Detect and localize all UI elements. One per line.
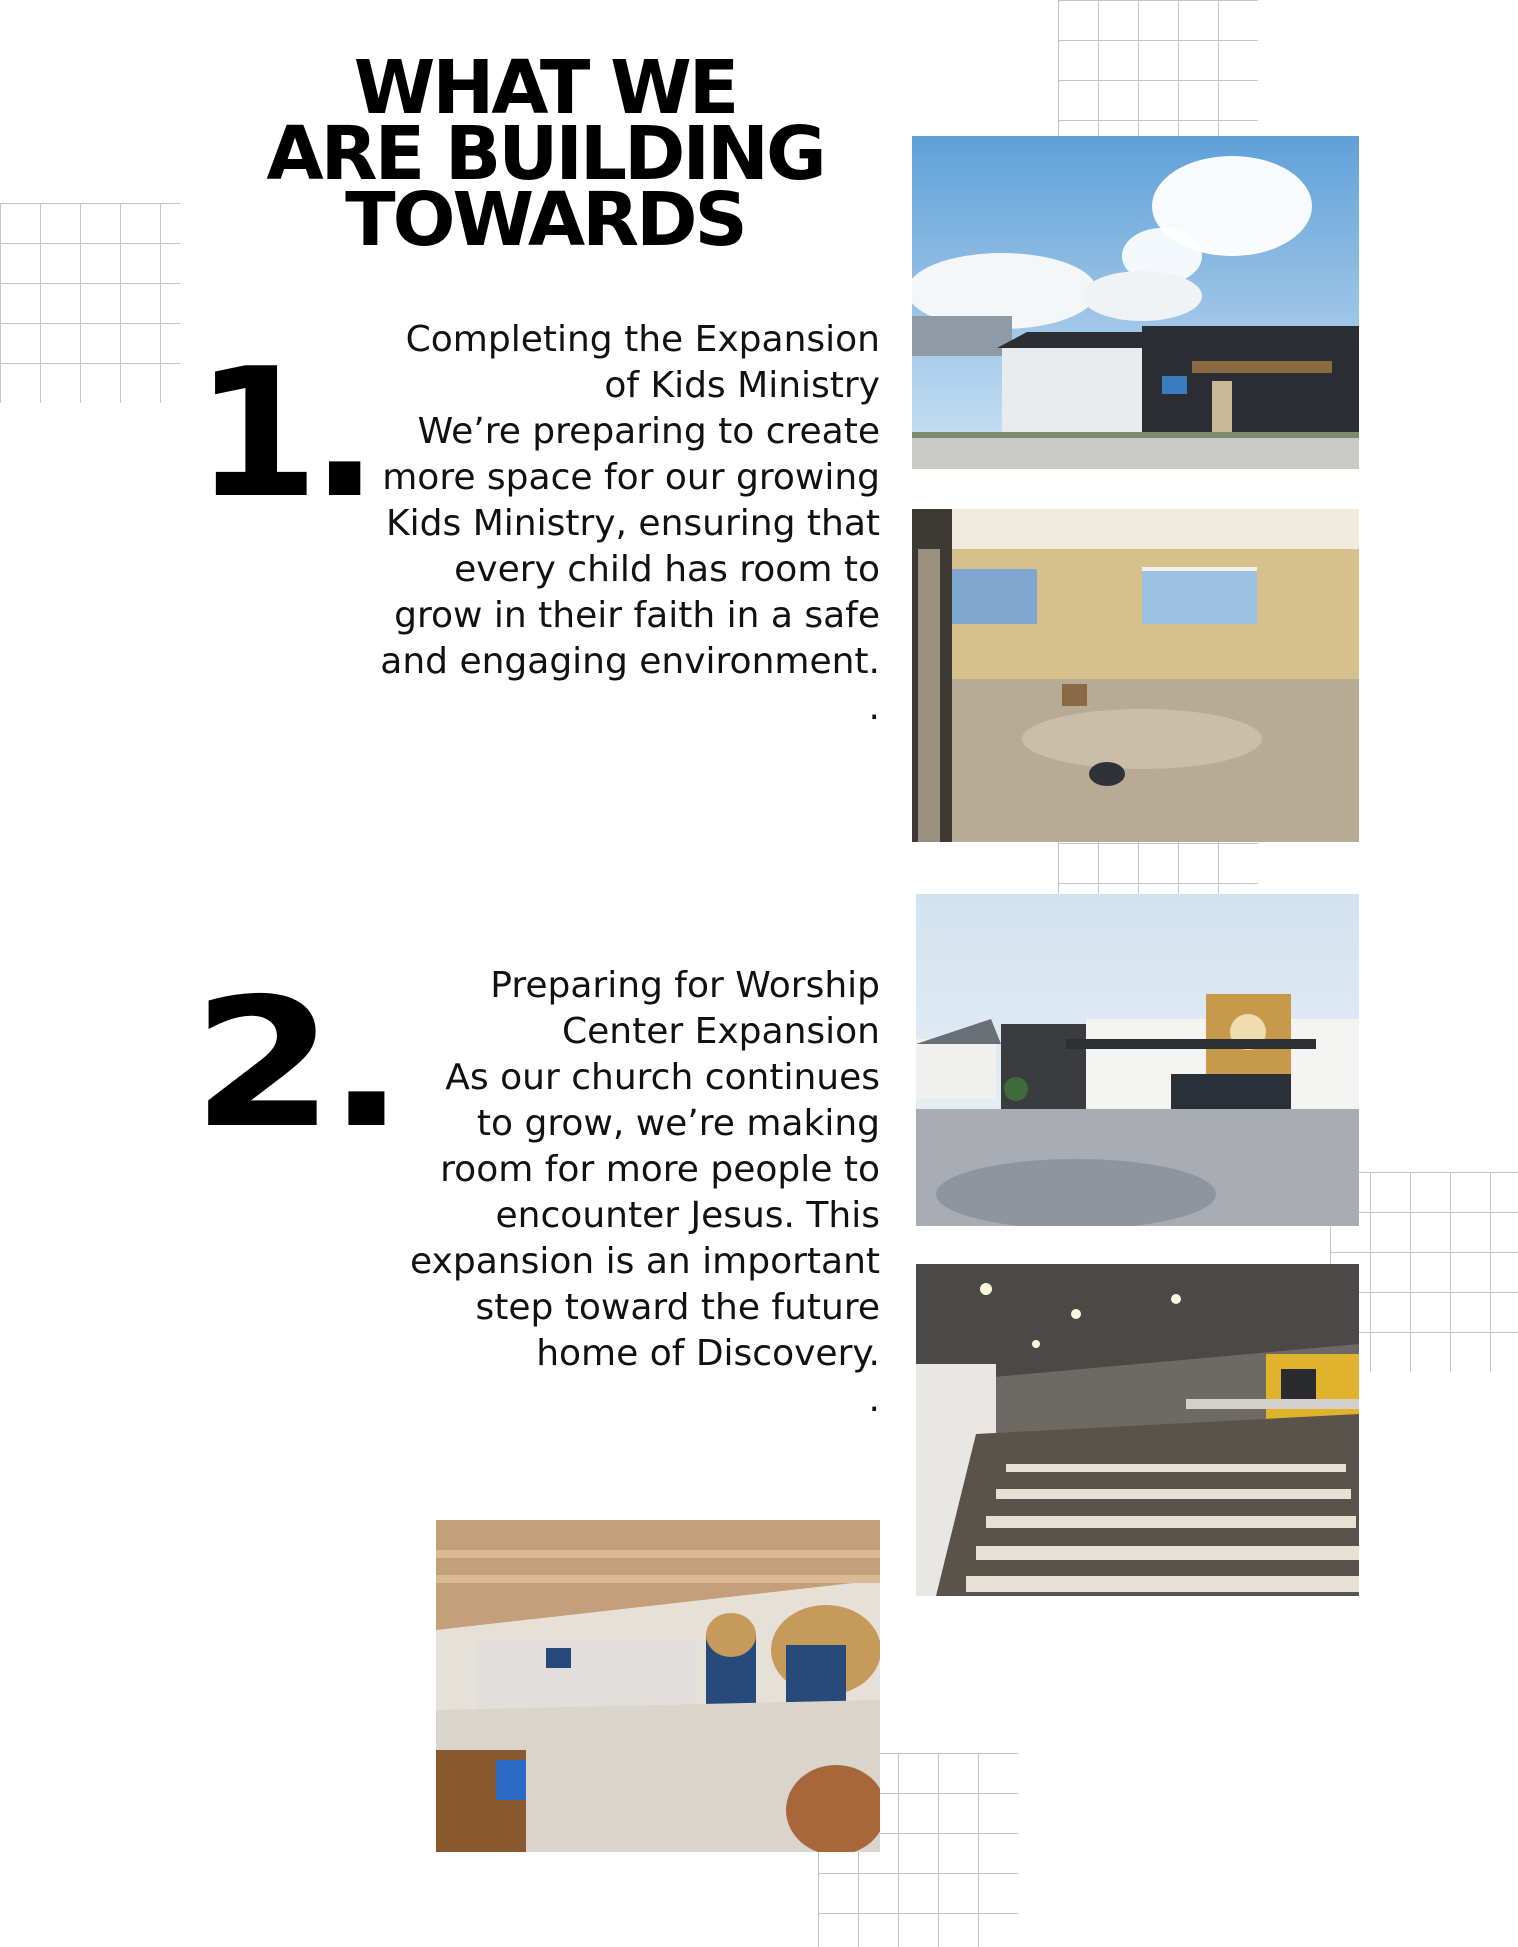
worship-center-exterior-rendering [916, 894, 1359, 1226]
item-1-trailing-dot: . [868, 687, 880, 728]
title-line-1: WHAT WE [353, 45, 737, 131]
item-1-heading: Completing the Expansion of Kids Ministry [405, 319, 880, 406]
building-exterior-photo [912, 136, 1359, 469]
item-number-1: 1. [195, 330, 371, 537]
kids-room-construction-photo [912, 509, 1359, 842]
auditorium-interior-rendering [916, 1264, 1359, 1596]
item-2-heading: Preparing for Worship Center Expansion [490, 965, 880, 1052]
item-2-trailing-dot: . [868, 1379, 880, 1420]
item-2-body: As our church continues to grow, we’re making room for more people to encounter Jesus. This expansion is an important step toward the future home of Discovery. [410, 1057, 880, 1374]
lobby-interior-rendering [436, 1520, 880, 1852]
item-number-2: 2. [192, 960, 399, 1167]
item-1-body: We’re preparing to create more space for our growing Kids Ministry, ensuring that every child has room to grow in their faith in a safe and engaging environment. [380, 411, 880, 682]
page-title [230, 45, 860, 263]
item-2-text [398, 963, 880, 1423]
title-line-3: TOWARDS [345, 177, 745, 263]
item-1-text [360, 317, 880, 731]
decorative-grid-left [0, 203, 180, 403]
title-line-2: ARE BUILDING [266, 111, 824, 197]
